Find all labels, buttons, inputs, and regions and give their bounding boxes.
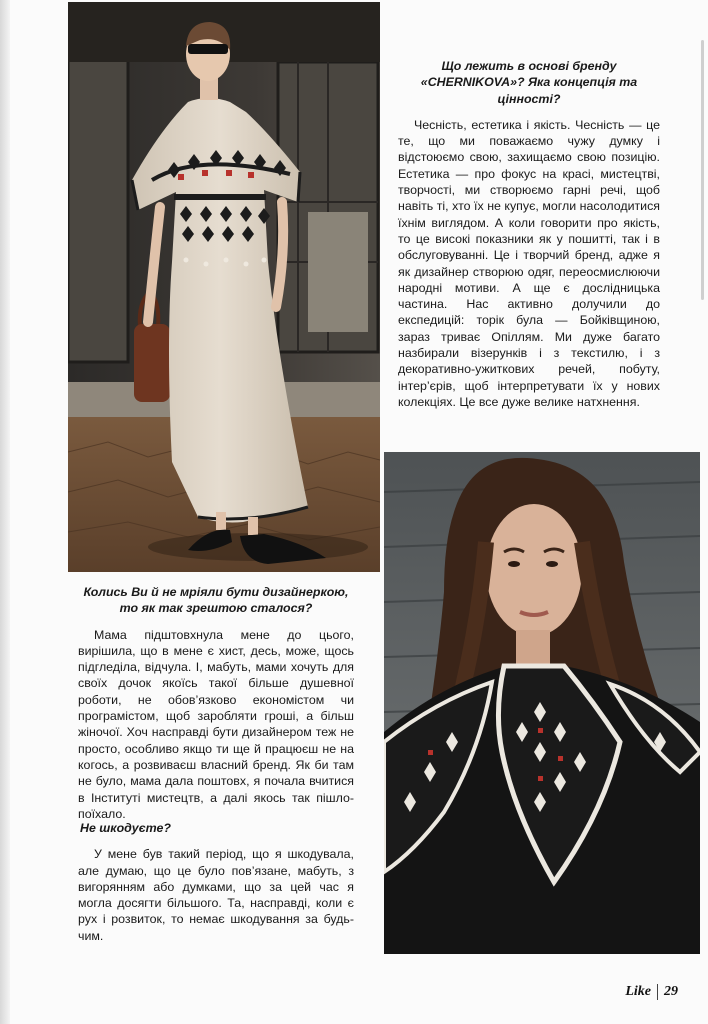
page-number: 29 (664, 984, 678, 999)
model-dress-illustration (68, 2, 380, 572)
page-binding-shadow (0, 0, 10, 1024)
magazine-logo: Like (625, 984, 651, 999)
portrait-photo (384, 452, 700, 954)
interview-answer: Чесність, естетика і якість. Чесність — це те, що ми поважаємо чужу думку і відстоюємо свою, захищаємо свою позицію. Естетика — про фокус на красі, мистецтві, творчості, ми створюємо гарні речі, щоб навіть ті, хто їх не купує, могли насолодитися їхнім виглядом. А коли говорити про якість, то це високі показники як у пошитті, так і в обслуговуванні. Це і творчий бренд, адже я як дизайнер створюю одяг, переосмислюючи народні мотиви. А ще є дослідницька частина. Нас активно долучили до експедицій: торік була — Бойківщиною, зараз триває Опіллям. Ми дуже багато назбирали візерунків і з текстилю, і з декоративно-ужиткових речей, побуту, інтер’єрів, щоб інтерпретувати їх у нових колекціях. Це все дуже велике натхнення. (398, 117, 660, 409)
interview-answer: Мама підштовхнула мене до цього, вирішила, що в мене є хист, десь, може, щось підгледіла, відчула. І, мабуть, мами хочуть для своїх дочок якоїсь такої більше душевної роботи, не обов’язково економістом чи програмістом, щоб заробляти гроші, а більш жіночої. Хоч насправді бути дизайнером теж не просто, особливо якщо ти ще й працюєш не на когось, а розвиваєш власний бренд. Як би там не було, мама дала поштовх, я почала вчитися в Інституті мистецтв, а далі якось так пішло-поїхало. (78, 627, 354, 821)
footer-divider (657, 984, 658, 1000)
page-footer (625, 984, 678, 1000)
interview-block-becoming-designer (78, 584, 354, 822)
fashion-photo-full-length (68, 2, 380, 572)
interview-block-regrets (78, 821, 354, 944)
interview-question: Колись Ви й не мріяли бути дизайнеркою, то як так зрештою сталося? (83, 585, 349, 616)
interview-question: Що лежить в основі бренду «CHERNIKOVA»? Яка концепція та цінності? (420, 59, 638, 106)
model-portrait-illustration (384, 452, 700, 954)
page-edge (701, 40, 704, 300)
interview-question: Не шкодуєте? (80, 821, 171, 835)
interview-answer: У мене був такий період, що я шкодувала, але думаю, що це було пов’язане, мабуть, з вигорянням або думками, що за цей час я могла досягти більшого. Та, насправді, коли є рух і розвиток, то немає шкодування за будь-чим. (78, 847, 354, 943)
interview-block-brand-concept (398, 58, 660, 410)
